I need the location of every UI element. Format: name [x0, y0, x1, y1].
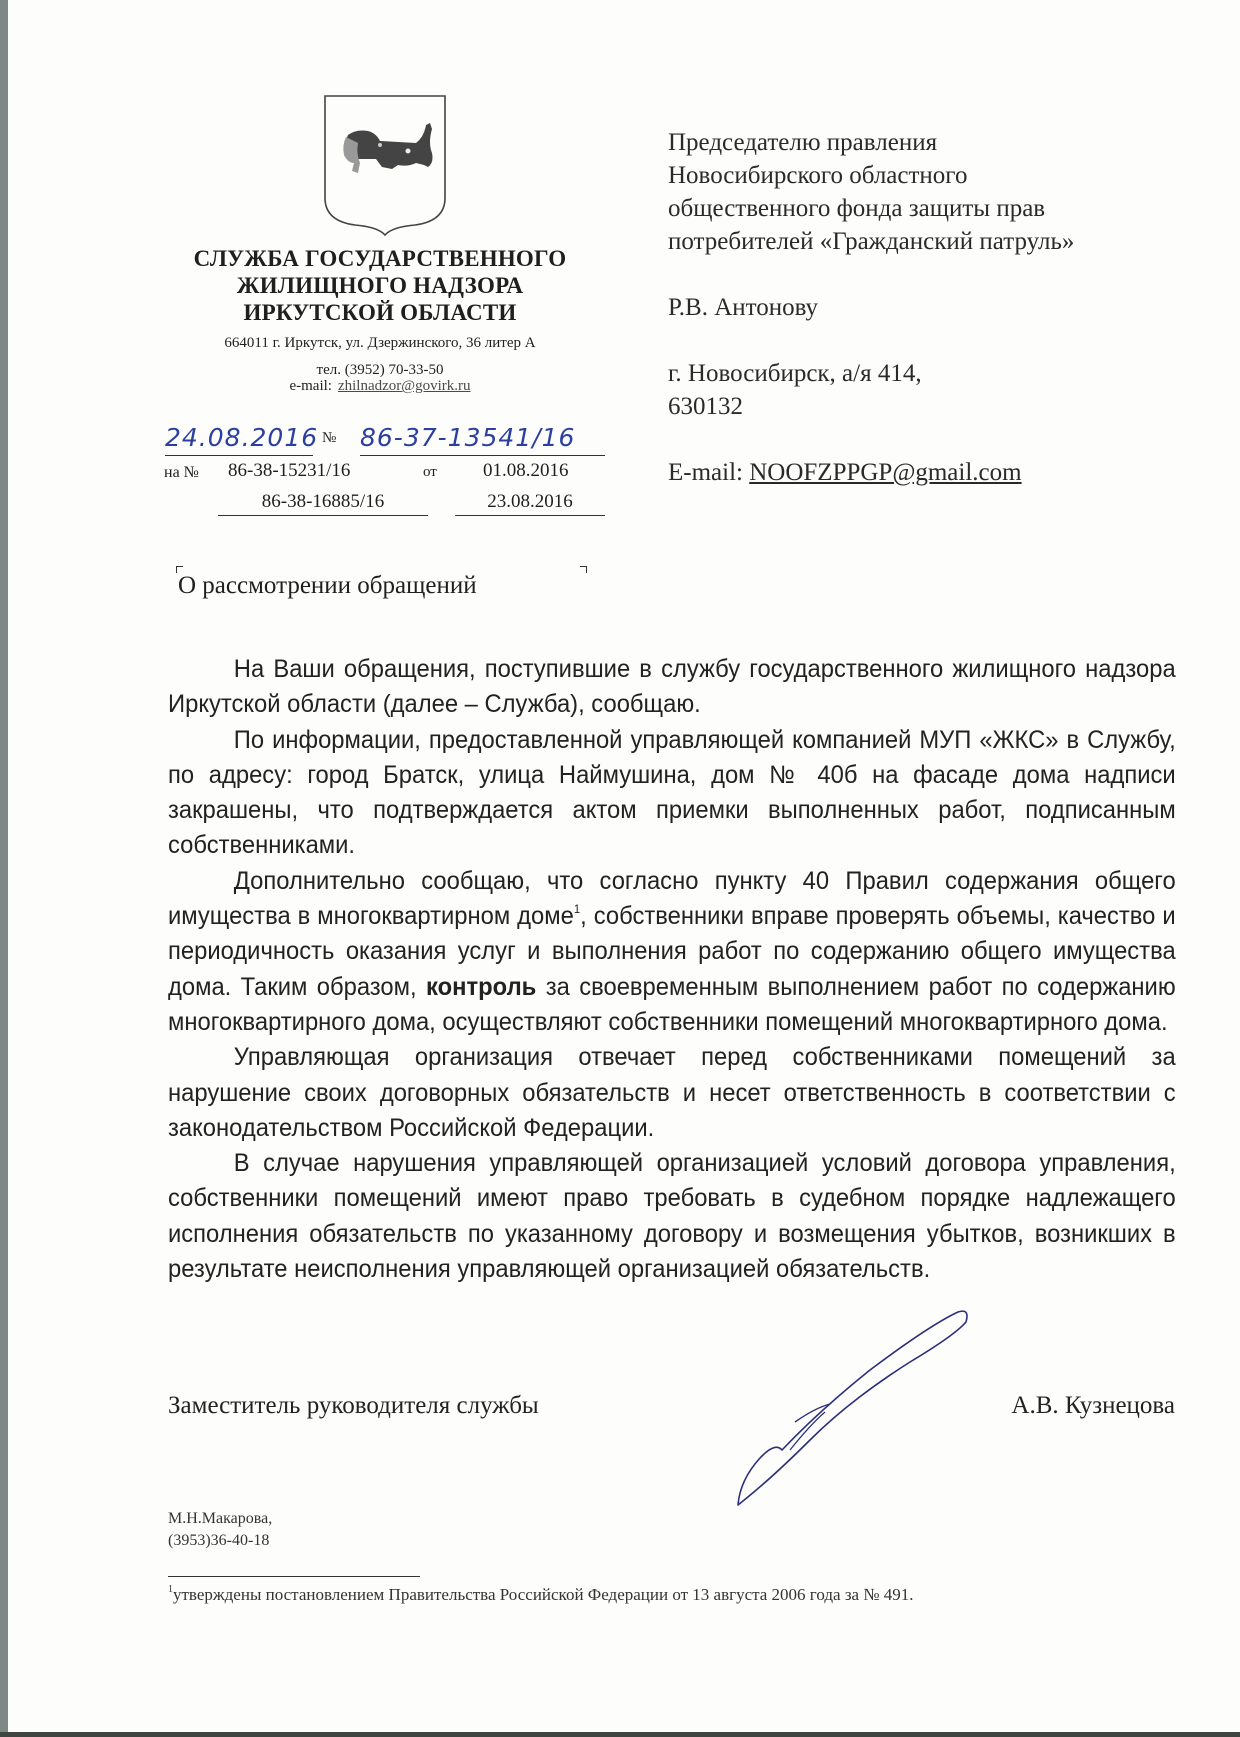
signer-title: Заместитель руководителя службы	[168, 1392, 539, 1419]
footnote-reference: 1	[573, 902, 581, 917]
scan-edge-left	[0, 0, 8, 1737]
executor-block	[168, 1508, 272, 1552]
org-name-line: ИРКУТСКОЙ ОБЛАСТИ	[243, 300, 517, 325]
outgoing-number: 86-37-13541/16	[360, 423, 605, 456]
subject-corner-mark	[580, 566, 587, 573]
outgoing-date: 24.08.2016	[165, 423, 313, 456]
executor-name: М.Н.Макарова,	[168, 1510, 273, 1527]
reference-number: 86-38-15231/16	[228, 460, 351, 481]
body-paragraph: В случае нарушения управляющей организацией условий договора управления, собственники помещений имеют право требовать в судебном порядке надлежащего исполнения обязательств по указанному договору и возмещения убытков, возникших в результате неисполнения управляющей организацией обязательств.	[168, 1149, 1176, 1284]
addressee-line: Новосибирского областного	[668, 162, 968, 189]
addressee-name: Р.В. Антонову	[668, 294, 819, 321]
addressee-email-link[interactable]: NOOFZPPGP@gmail.com	[749, 459, 1022, 486]
email-label: E-mail:	[668, 459, 743, 486]
emphasis-text: контроль	[426, 972, 537, 1001]
executor-phone: (3953)36-40-18	[168, 1532, 270, 1549]
reference-number: 86-38-16885/16	[218, 491, 428, 516]
org-name-line: ЖИЛИЩНОГО НАДЗОРА	[236, 273, 524, 298]
scan-edge-bottom	[0, 1732, 1240, 1737]
email-label: e-mail:	[289, 378, 332, 394]
reply-to-label: на №	[164, 464, 199, 481]
addressee-address-line: г. Новосибирск, а/я 414,	[668, 360, 922, 387]
letter-subject: О рассмотрении обращений	[178, 572, 477, 599]
organization-phone: тел. (3952) 70-33-50	[316, 362, 444, 378]
footnote-mark: 1	[168, 1584, 173, 1595]
letter-body	[168, 652, 1176, 1287]
footnote-text: утверждены постановлением Правительства Российской Федерации от 13 августа 2006 года за № 491.	[173, 1585, 914, 1604]
body-paragraph: По информации, предоставленной управляющей компанией МУП «ЖКС» в Службу, по адресу: город Братск, улица Наймушина, дом № 40б на фасаде дома надписи закрашены, что подтверждается актом приемки выполненных работ, подписанным собственниками.	[168, 725, 1176, 860]
addressee-line: потребителей «Гражданский патруль»	[668, 228, 1075, 255]
reference-date: 23.08.2016	[455, 491, 605, 516]
number-sign: №	[322, 430, 337, 446]
addressee-line: Председателю правления	[668, 129, 938, 156]
addressee-address-line: 630132	[668, 393, 743, 420]
body-paragraph: Управляющая организация отвечает перед собственниками помещений за нарушение своих договорных обязательств и несет ответственность в соответствии с законодательством Российской Федерации.	[168, 1043, 1176, 1142]
addressee-line: общественного фонда защиты прав	[668, 195, 1046, 222]
handwritten-signature	[730, 1300, 980, 1510]
organization-email-link[interactable]: zhilnadzor@govirk.ru	[337, 378, 471, 394]
footnote-divider	[168, 1576, 420, 1577]
addressee-email	[668, 456, 1074, 489]
reference-date: 01.08.2016	[483, 460, 569, 481]
footnote	[168, 1585, 914, 1605]
from-label: от	[423, 464, 437, 480]
irkutsk-coat-of-arms-icon	[320, 93, 450, 238]
addressee-block	[668, 126, 1074, 489]
organization-address: 664011 г. Иркутск, ул. Дзержинского, 36 литер А	[224, 335, 536, 351]
body-paragraph: На Ваши обращения, поступившие в службу государственного жилищного надзора Иркутской области (далее – Служба), сообщаю.	[168, 655, 1176, 719]
organization-email	[150, 378, 610, 395]
organization-name	[150, 245, 610, 326]
signer-name: А.В. Кузнецова	[1011, 1392, 1175, 1419]
body-paragraph: Дополнительно сообщаю, что согласно пункту 40 Правил содержания общего имущества в многоквартирном доме$^1$, собственники вправе проверять объемы, качество и периодичность оказания услуг и выполнения работ по содержанию общего имущества дома. Таким образом, контроль за своевременным выполнением работ по содержанию многоквартирного дома, осуществляют собственники помещений многоквартирного дома.	[168, 866, 1176, 1036]
org-name-line: СЛУЖБА ГОСУДАРСТВЕННОГО	[193, 246, 567, 271]
